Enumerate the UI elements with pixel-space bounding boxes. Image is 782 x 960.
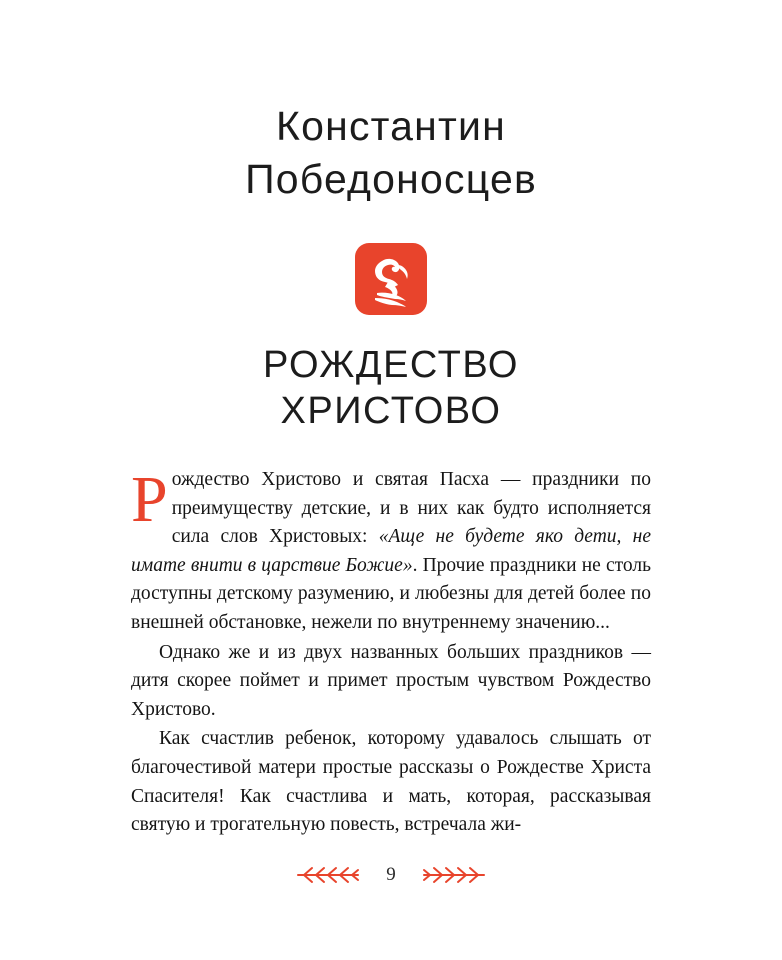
page-title-line-1: РОЖДЕСТВО xyxy=(263,344,519,386)
publisher-emblem-container xyxy=(131,243,651,315)
paragraph-1-run-3: . Прочие праздники не столь доступны детскому разумению, и любезны для детей более по внешней обстановке, нежели по внутреннему значению... xyxy=(131,554,651,633)
branch-ornament-right-icon xyxy=(420,864,488,886)
page-title-line-2: ХРИСТОВО xyxy=(280,390,502,432)
page-content xyxy=(131,0,651,960)
paragraph-2: Однако же и из двух названных больших праздников — дитя скорее поймет и примет простым чувством Рождество Христово. xyxy=(131,641,651,720)
paragraph-3: Как счастлив ребенок, которому удавалось слышать от благочестивой матери простые рассказы о Рождестве Христа Спасителя! Как счастлива и мать, которая, рассказывая святую и трогательную повесть, встречала жи- xyxy=(131,728,651,836)
drop-cap: Р xyxy=(131,463,168,536)
paragraph-1 xyxy=(131,463,651,638)
page-number: 9 xyxy=(386,864,396,885)
author-name xyxy=(131,100,651,206)
author-name-line-1: Константин xyxy=(276,103,506,149)
page-footer xyxy=(131,855,651,895)
body-text xyxy=(131,463,651,840)
paragraph-1-quote: «Аще не будете яко дети, не имате внити в царствие Божие» xyxy=(131,526,651,576)
page-title xyxy=(131,342,651,434)
author-name-line-2: Победоносцев xyxy=(245,156,537,202)
branch-ornament-left-icon xyxy=(294,864,362,886)
publisher-logo-icon xyxy=(355,243,427,315)
paragraph-1-run-1: ождество Христово и святая Пасха — праздники по преимуществу детские, и в них как будто исполняется сила слов Христовых: xyxy=(171,469,651,548)
